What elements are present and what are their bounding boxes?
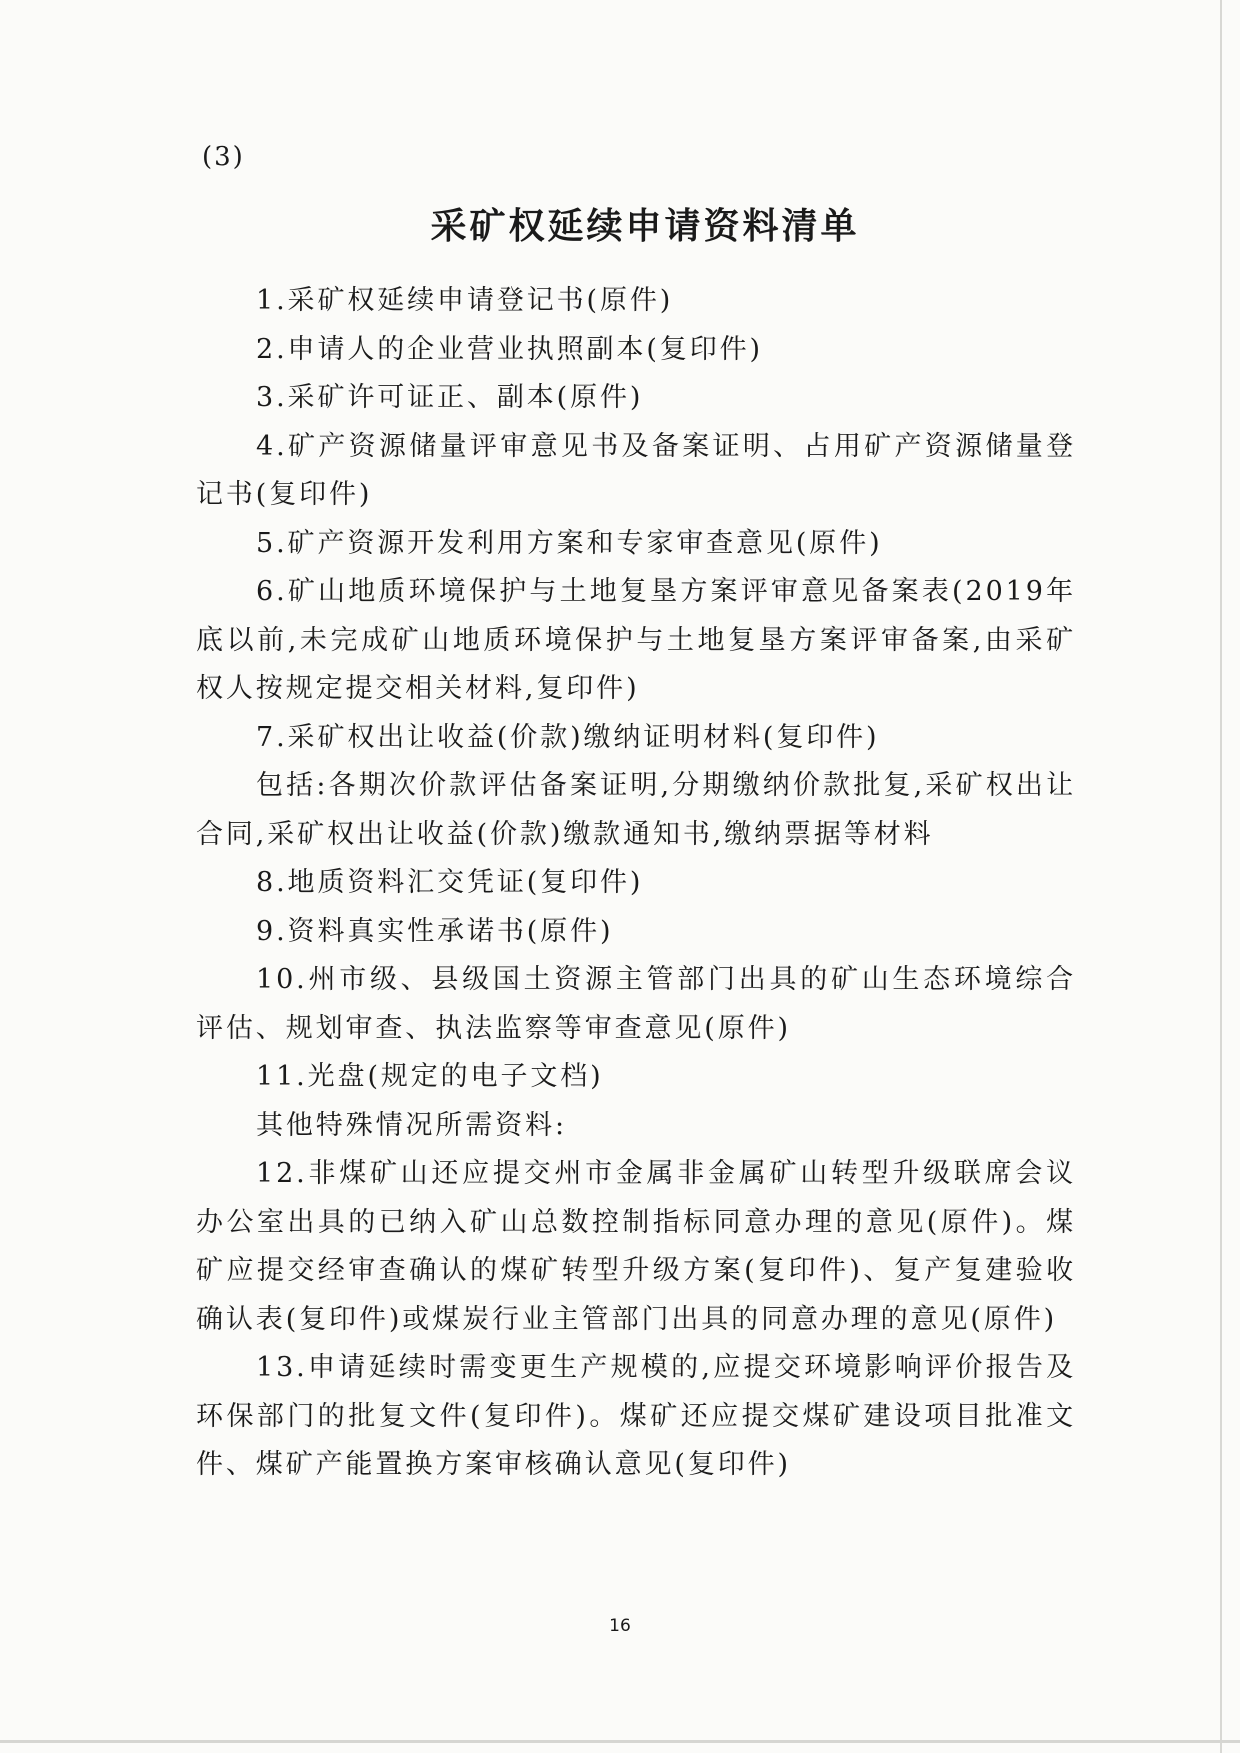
list-item-11: 11.光盘(规定的电子文档) [256, 1061, 604, 1092]
list-item-12: 12.非煤矿山还应提交州市金属非金属矿山转型升级联席会议办公室出具的已纳入矿山总数控制指标同意办理的意见(原件)。煤矿应提交经审查确认的煤矿转型升级方案(复印件)、复产复建验收确认表(复印件)或煤炭行业主管部门出具的同意办理的意见(原件) [196, 1158, 1076, 1335]
list-item-13: 13.申请延续时需变更生产规模的,应提交环境影响评价报告及环保部门的批复文件(复印件)。煤矿还应提交煤矿建设项目批准文件、煤矿产能置换方案审核确认意见(复印件) [196, 1352, 1076, 1480]
special-cases-heading: 其他特殊情况所需资料: [256, 1109, 567, 1141]
list-item-7-details: 包括:各期次价款评估备案证明,分期缴纳价款批复,采矿权出让合同,采矿权出让收益(价款)缴款通知书,缴纳票据等材料 [196, 770, 1076, 850]
list-item-9: 9.资料真实性承诺书(原件) [256, 915, 614, 947]
list-item-10: 10.州市级、县级国土资源主管部门出具的矿山生态环境综合评估、规划审查、执法监察等审查意见(原件) [196, 964, 1076, 1044]
attachment-number: (3) [202, 142, 245, 172]
page-number: 16 [609, 1616, 631, 1636]
list-item-5: 5.矿产资源开发利用方案和专家审查意见(原件) [256, 527, 883, 559]
list-item-8: 8.地质资料汇交凭证(复印件) [256, 867, 644, 898]
list-item-4: 4.矿产资源储量评审意见书及备案证明、占用矿产资源储量登记书(复印件) [196, 430, 1076, 510]
list-item-1: 1.采矿权延续申请登记书(原件) [256, 285, 674, 316]
list-item-3: 3.采矿许可证正、副本(原件) [256, 382, 644, 413]
page-edge-right [1220, 0, 1222, 1753]
list-item-7: 7.采矿权出让收益(价款)缴纳证明材料(复印件) [256, 721, 880, 753]
document-body [196, 277, 1076, 1490]
list-item-2: 2.申请人的企业营业执照副本(复印件) [256, 333, 763, 365]
list-item-6: 6.矿山地质环境保护与土地复垦方案评审意见备案表(2019年底以前,未完成矿山地质环境保护与土地复垦方案评审备案,由采矿权人按规定提交相关材料,复印件) [196, 576, 1076, 704]
document-title: 采矿权延续申请资料清单 [430, 205, 860, 247]
page-edge-bottom [0, 1740, 1240, 1743]
